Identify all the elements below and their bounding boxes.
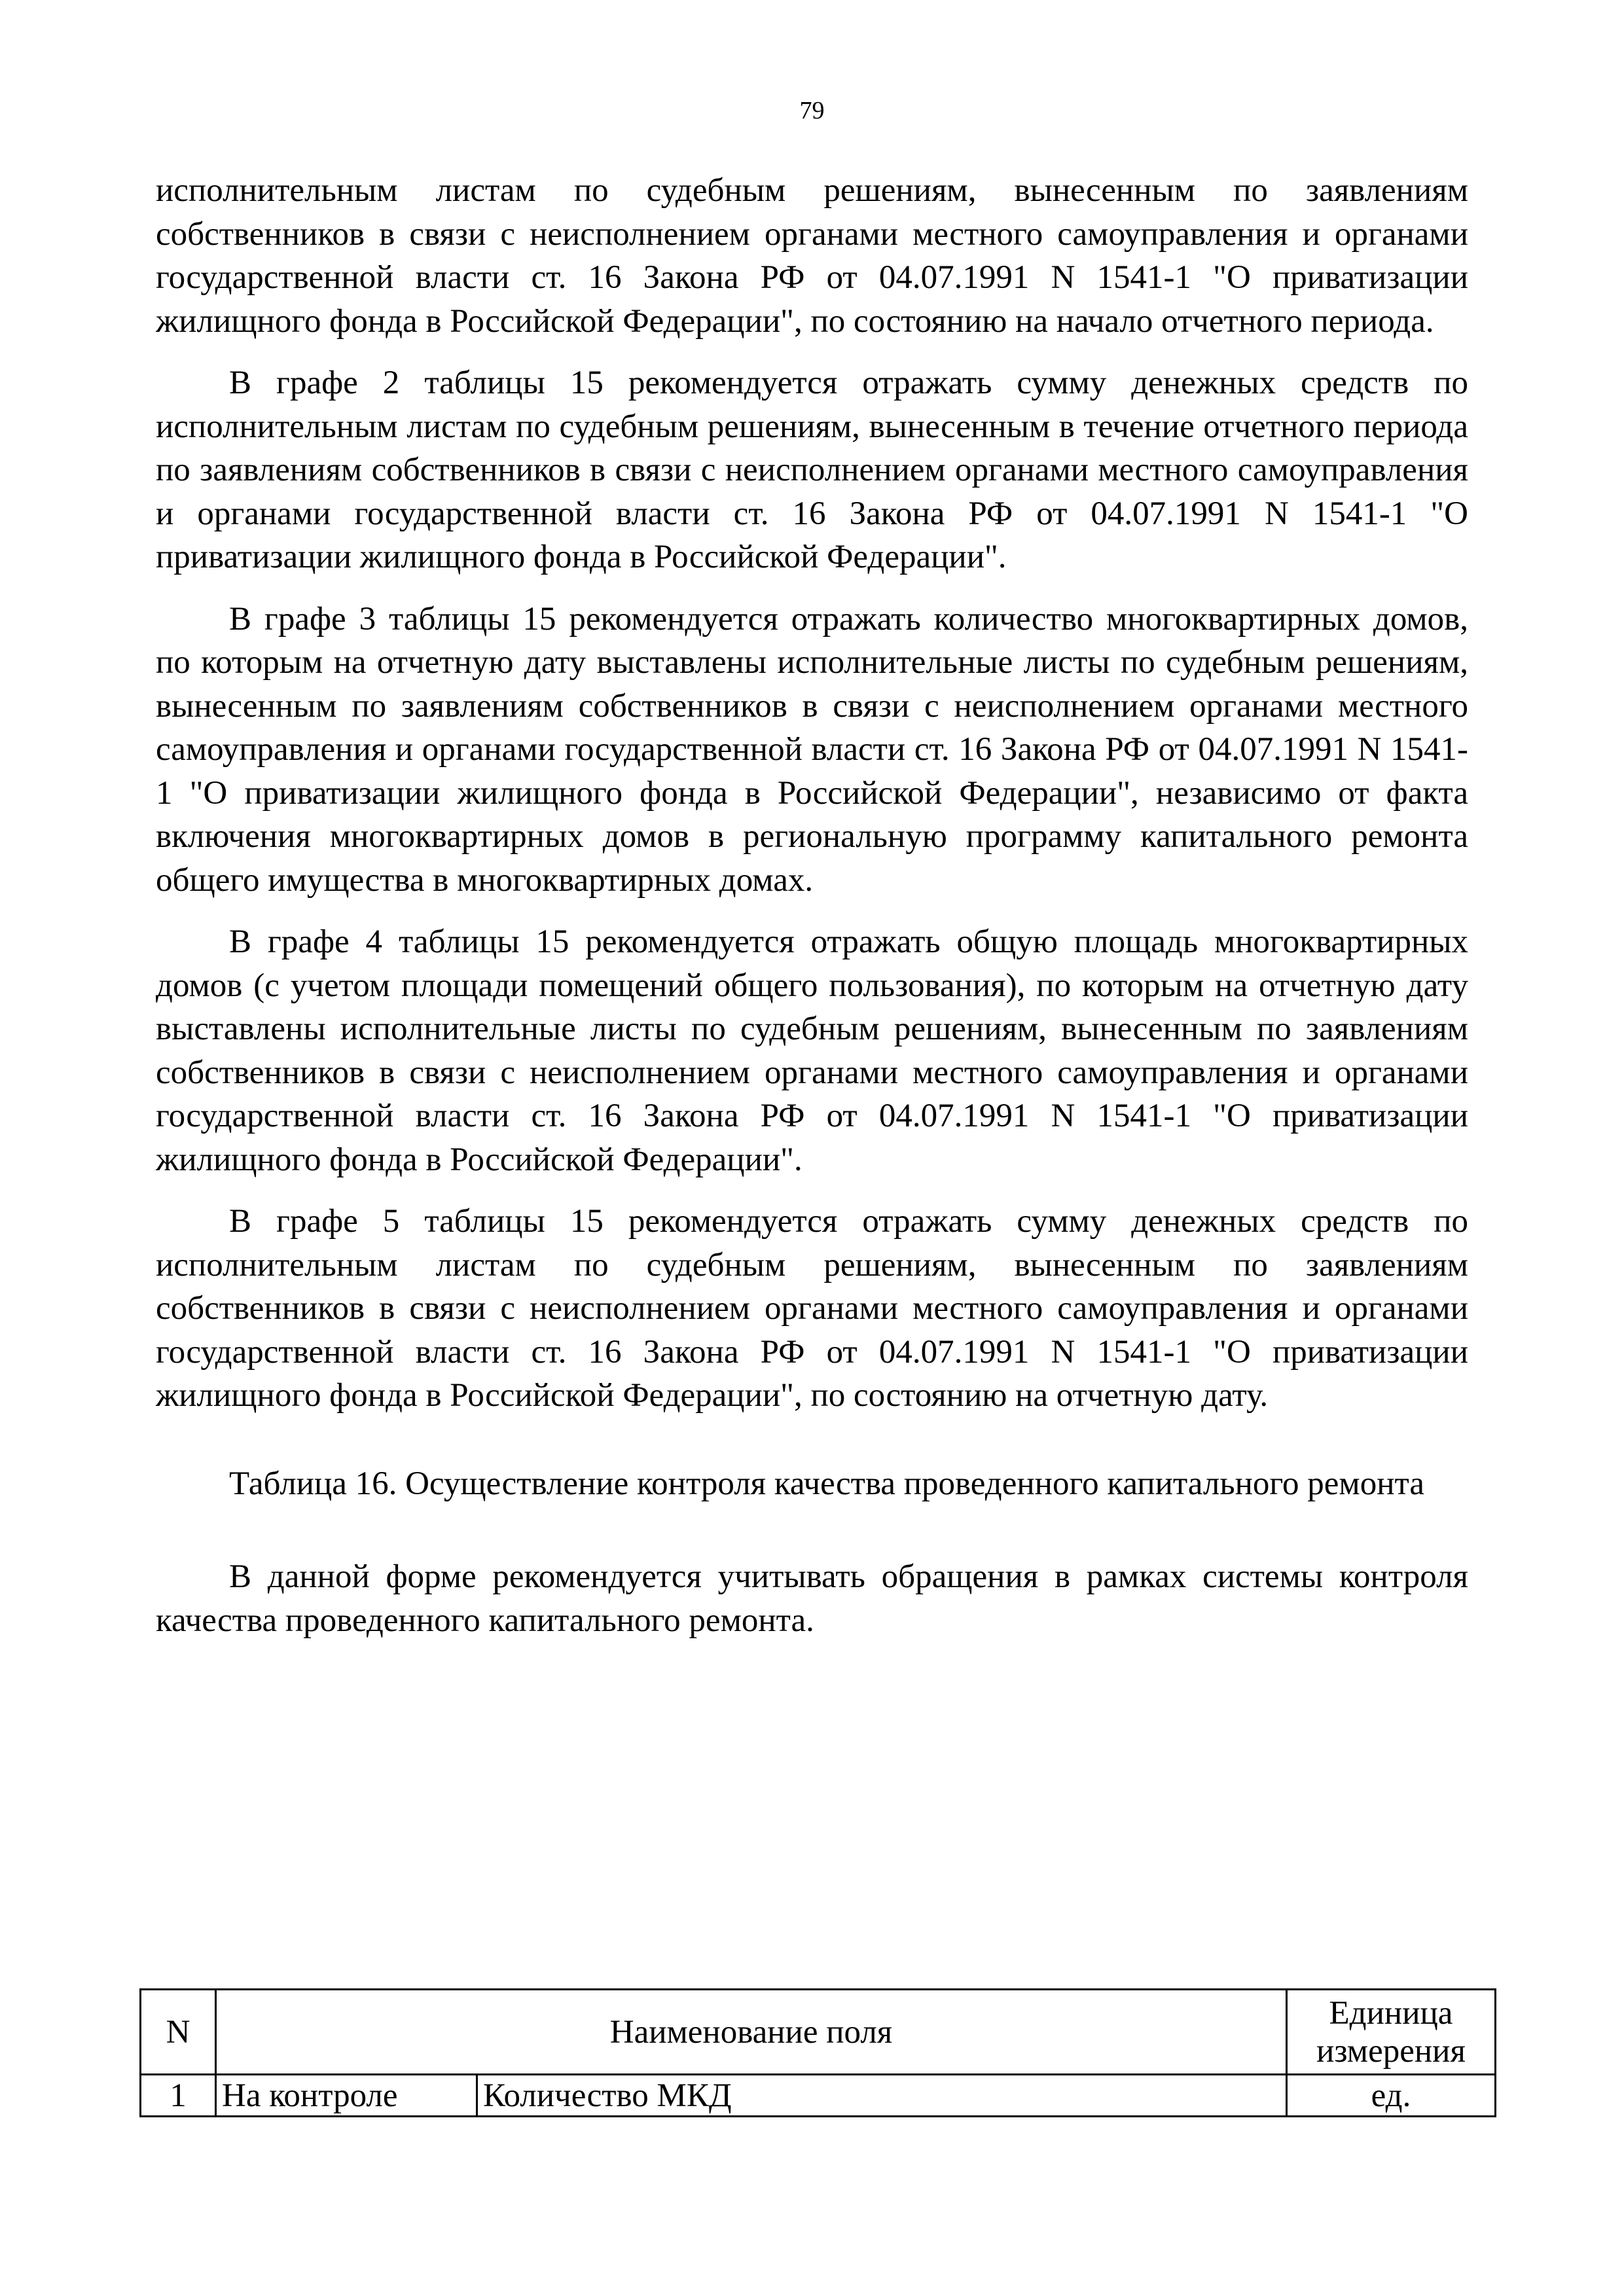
paragraph-column-2: В графе 2 таблицы 15 рекомендуется отражать сумму денежных средств по исполнительным листам по судебным решениям, вынесенным в течение отчетного периода по заявлениям собственников в связи с неисполнением органами местного самоуправления и органами государственной власти ст. 16 Закона РФ от 04.07.1991 N 1541-1 "О приватизации жилищного фонда в Российской Федерации". [156,365,1468,575]
table-16-intro: В данной форме рекомендуется учитывать обращения в рамках системы контроля качества проведенного капитального ремонта. [156,1558,1468,1639]
paragraph-column-5: В графе 5 таблицы 15 рекомендуется отражать сумму денежных средств по исполнительным листам по судебным решениям, вынесенным по заявлениям собственников в связи с неисполнением органами местного самоуправления и органами государственной власти ст. 16 Закона РФ от 04.07.1991 N 1541-1 "О приватизации жилищного фонда в Российской Федерации", по состоянию на отчетную дату. [156,1203,1468,1414]
row-number: 1 [141,2075,216,2117]
row-unit: ед. [1287,2075,1496,2117]
paragraph-column-3: В графе 3 таблицы 15 рекомендуется отражать количество многоквартирных домов, по которым на отчетную дату выставлены исполнительные листы по судебным решениям, вынесенным по заявлениям собственников в связи с неисполнением органами местного самоуправления и органами государственной власти ст. 16 Закона РФ от 04.07.1991 N 1541-1 "О приватизации жилищного фонда в Российской Федерации", независимо от факта включения многоквартирных домов в региональную программу капитального ремонта общего имущества в многоквартирных домах. [156,600,1468,899]
row-group: На контроле [216,2075,477,2117]
header-field-name: Наименование поля [216,1990,1287,2075]
table-row [141,2075,1496,2117]
paragraph-continuation: исполнительным листам по судебным решениям, вынесенным по заявлениям собственников в связи с неисполнением органами местного самоуправления и органами государственной власти ст. 16 Закона РФ от 04.07.1991 N 1541-1 "О приватизации жилищного фонда в Российской Федерации", по состоянию на начало отчетного периода. [156,172,1468,340]
table-16 [139,1988,1496,2117]
table-header-row [141,1990,1496,2075]
page-number: 79 [799,97,825,124]
header-unit: Единица измерения [1287,1990,1496,2075]
table-16-title: Таблица 16. Осуществление контроля качества проведенного капитального ремонта [229,1465,1425,1502]
header-n: N [141,1990,216,2075]
row-field: Количество МКД [477,2075,1287,2117]
document-body [156,169,1468,1642]
paragraph-column-4: В графе 4 таблицы 15 рекомендуется отражать общую площадь многоквартирных домов (с учетом площади помещений общего пользования), по которым на отчетную дату выставлены исполнительные листы по судебным решениям, вынесенным по заявлениям собственников в связи с неисполнением органами местного самоуправления и органами государственной власти ст. 16 Закона РФ от 04.07.1991 N 1541-1 "О приватизации жилищного фонда в Российской Федерации". [156,924,1468,1178]
